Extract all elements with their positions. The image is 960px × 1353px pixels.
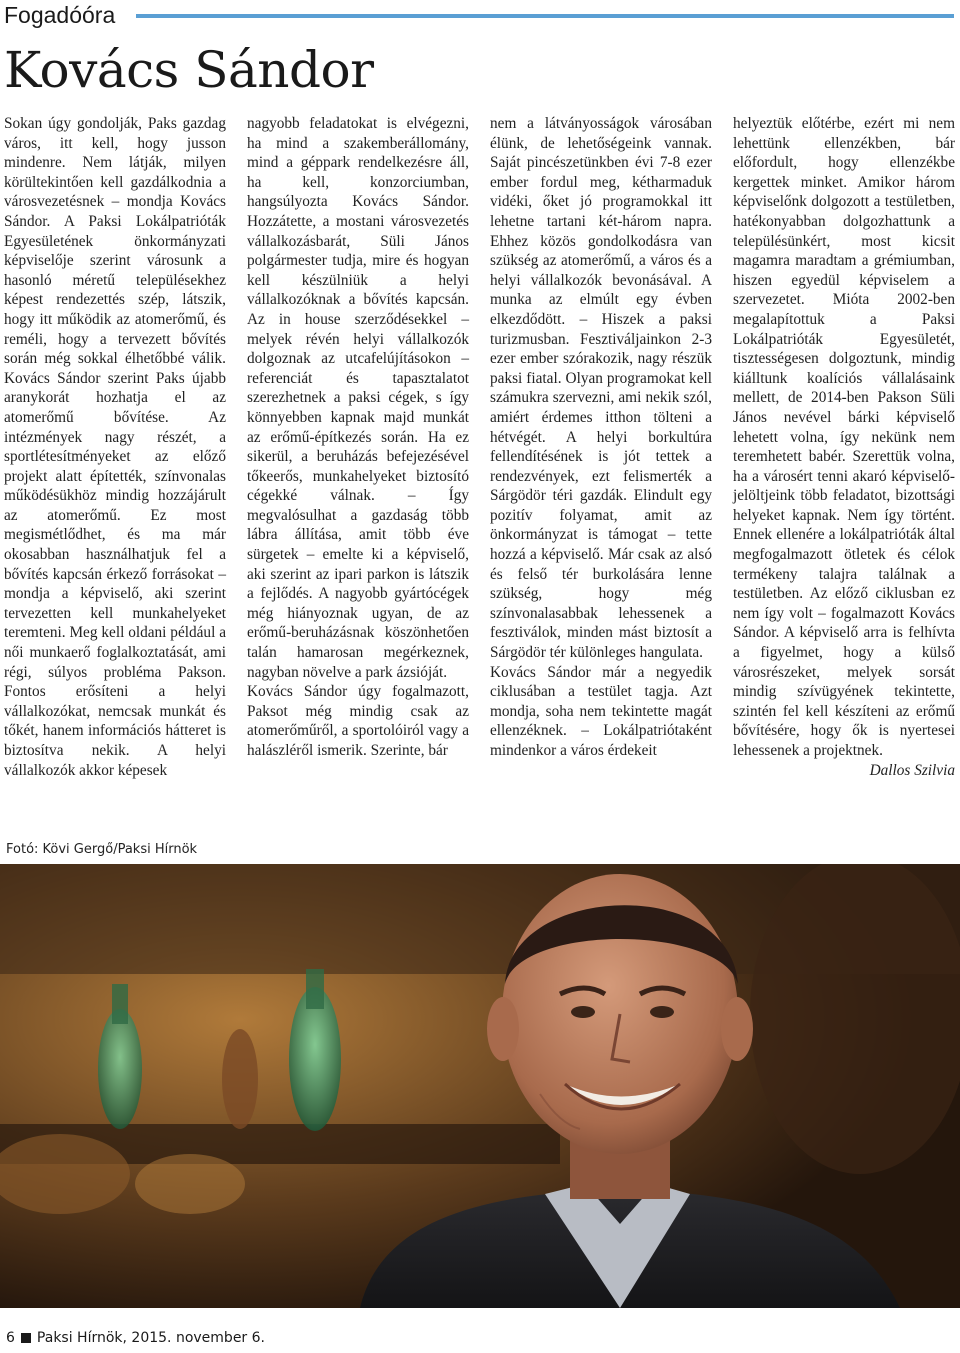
photo-credit: Fotó: Kövi Gergő/Paksi Hírnök [6, 842, 198, 857]
column-text: Kovács Sándor már a negyedik ciklusában a testület tagja. Azt mondja, soha nem tekintette magát ellenzéknek. – Lokálpatriótaként mindenkor a város érdekeit [490, 663, 712, 759]
column-text: nagyobb feladatokat is elvégezni, ha mind a szakemberállomány, mind a géppark rendelkezésre áll, ha kell, konzorciumban, hangsúlyozta Kovács Sándor. Hozzátette, a mostani városvezetés vállalkozásbarát, Süli János polgármester tudja, mire és hogyan kell készülniük a helyi vállalkozóknak a bővítés kapcsán. Az in house szerződésekkel – melyek révén helyi vállalkozók dolgoznak az utcafelújításokon – referenciát és tapasztalatot szerezhetnek a paksi cégek, s így könnyebben kapnak majd munkát az erőmű-építkezés során. Ha ez sikerül, a beruházás befejezésével tőkeerős, munkahelyeket biztosító cégekké válnak. – Így megvalósulhat a gazdaság több lábra állítása, amit több éve sürgetek – emelte ki a képviselő, aki szerint az ipari parkon is látszik a fejlődés. A nagyobb gyártócégek még hiányoznak ugyan, de az erőmű-beruházásnak köszönhetően talán hamarosan megérkeznek, nagyban növelve a park ázsióját. [247, 115, 469, 681]
portrait-photo [0, 864, 960, 1308]
square-bullet-icon [21, 1333, 31, 1343]
article-column-3 [490, 114, 712, 761]
article-column-4 [733, 114, 955, 780]
page-footer [6, 1329, 265, 1347]
section-rule [136, 14, 954, 18]
section-label: Fogadóóra [4, 0, 119, 30]
column-text: helyeztük előtérbe, ezért mi nem lehettünk ellenzékben, bár előfordult, hogy ellenzékbe kergettek minket. Amikor három képviselőnk dolgozott a testületben, hatékonyabban dolgozhattunk a településünkért, most kicsit magamra maradtam a grémiumban, hiszen egyedül képviselem a szervezetet. Mióta 2002-ben megalapítottuk a Paksi Lokálpatrióták Egyesületét, tisztességesen dolgoztunk, mindig kiálltunk koalíciós vállalásaink mellett, de 2014-ben Pakson Süli János nevével bárki képviselő lehetett volna, így nekünk nem teremhetett babér. Szerettük volna, ha a városért tenni akaró képviselő-jelöltjeink több feladatot, bizottsági helyeket kapnak. Nem így történt. Ennek ellenére a lokálpatrióták által megfogalmazott ötletek és célok termékeny talajra találnak a testületben. Az előző ciklusban ez nem így volt – fogalmazott Kovács Sándor. A képviselő arra is felhívta a figyelmet, hogy a külső városrészeket, melyek sorsát mindig szívügyének tekintette, szintén fel kell készíteni az erőmű bővítésére, hogy ők is nyertesei lehessenek a projektnek. [733, 115, 955, 759]
article-title: Kovács Sándor [4, 41, 374, 99]
section-header [4, 0, 954, 30]
article-column-1 [4, 114, 226, 780]
article-column-2 [247, 114, 469, 761]
column-text: Kovács Sándor úgy fogalmazott, Paksot még mindig csak az atomerőműről, a sportolóiról vagy a halászléről ismerik. Szerinte, bár [247, 683, 469, 759]
article-body [4, 114, 956, 834]
author-byline: Dallos Szilvia [869, 761, 955, 779]
portrait-illustration [0, 864, 960, 1308]
column-text: nem a látványosságok városában élünk, de lehetőségeink vannak. Saját pincészetünkben évi 7-8 ezer ember fordul meg, kétharmaduk vidéki, őket jó programokkal itt lehetne tartani két-három napra. Ehhez közös gondolkodásra van szükség az atomerőmű, a város és a helyi vállalkozók bevonásával. A munka az elmúlt egy évben elkezdődött. – Hiszek a paksi turizmusban. Fesztiváljainkon 2-3 ezer ember szórakozik, nagy részük paksi fiatal. Olyan programokat kell számukra szervezni, ami nekik szól, amiért érdemes itthon tölteni a hétvégét. A helyi borkultúra fellendítésének is jót tettek a rendezvények, ezt felismerték a Sárgödör téri gazdák. Elindult egy pozitív folyamat, amit az önkormányzat is támogat – tette hozzá a képviselő. Már csak az alsó és felső tér burkolására lenne szükség, hogy még színvonalasabbak lehessenek a fesztiválok, minden mást biztosít a Sárgödör tér különleges hangulata. [490, 115, 712, 662]
column-text: Sokan úgy gondolják, Paks gazdag város, itt kell, hogy jusson mindenre. Nem látják, milyen körültekintően kell gazdálkodnia a városvezetésnek – mondja Kovács Sándor. A Paksi Lokálpatrióták Egyesületének önkormányzati képviselője szerint városunk a hasonló méretű településekhez képest rendezettés szép, látszik, hogy itt működik az atomerőmű, és reméli, hogy a tervezett bővítés során még sokkal élhetőbbé válik. Kovács Sándor szerint Paks újabb aranykorát hozhatja el az atomerőmű bővítése. Az intézmények nagy részét, a sportlétesítményeket az előző projekt alatt építették, színvonalas működésükhöz mindig hozzájárult az atomerőmű. Ez most megismétlődhet, és ma már okosabban használhatjuk fel a bővítés kapcsán érkező forrásokat – mondja a képviselő, aki szerint tervezetten kell munkahelyeket teremteni. Meg kell oldani például a női munkaerő foglalkoztatását, ami régi, súlyos probléma Pakson. Fontos erősíteni a helyi vállalkozókat, nemcsak munkát és tőkét, hanem információs hátteret is biztosítva nekik. A helyi vállalkozók akkor képesek [4, 115, 226, 779]
page-number: 6 [6, 1330, 15, 1346]
publication-info: Paksi Hírnök, 2015. november 6. [36, 1330, 265, 1346]
